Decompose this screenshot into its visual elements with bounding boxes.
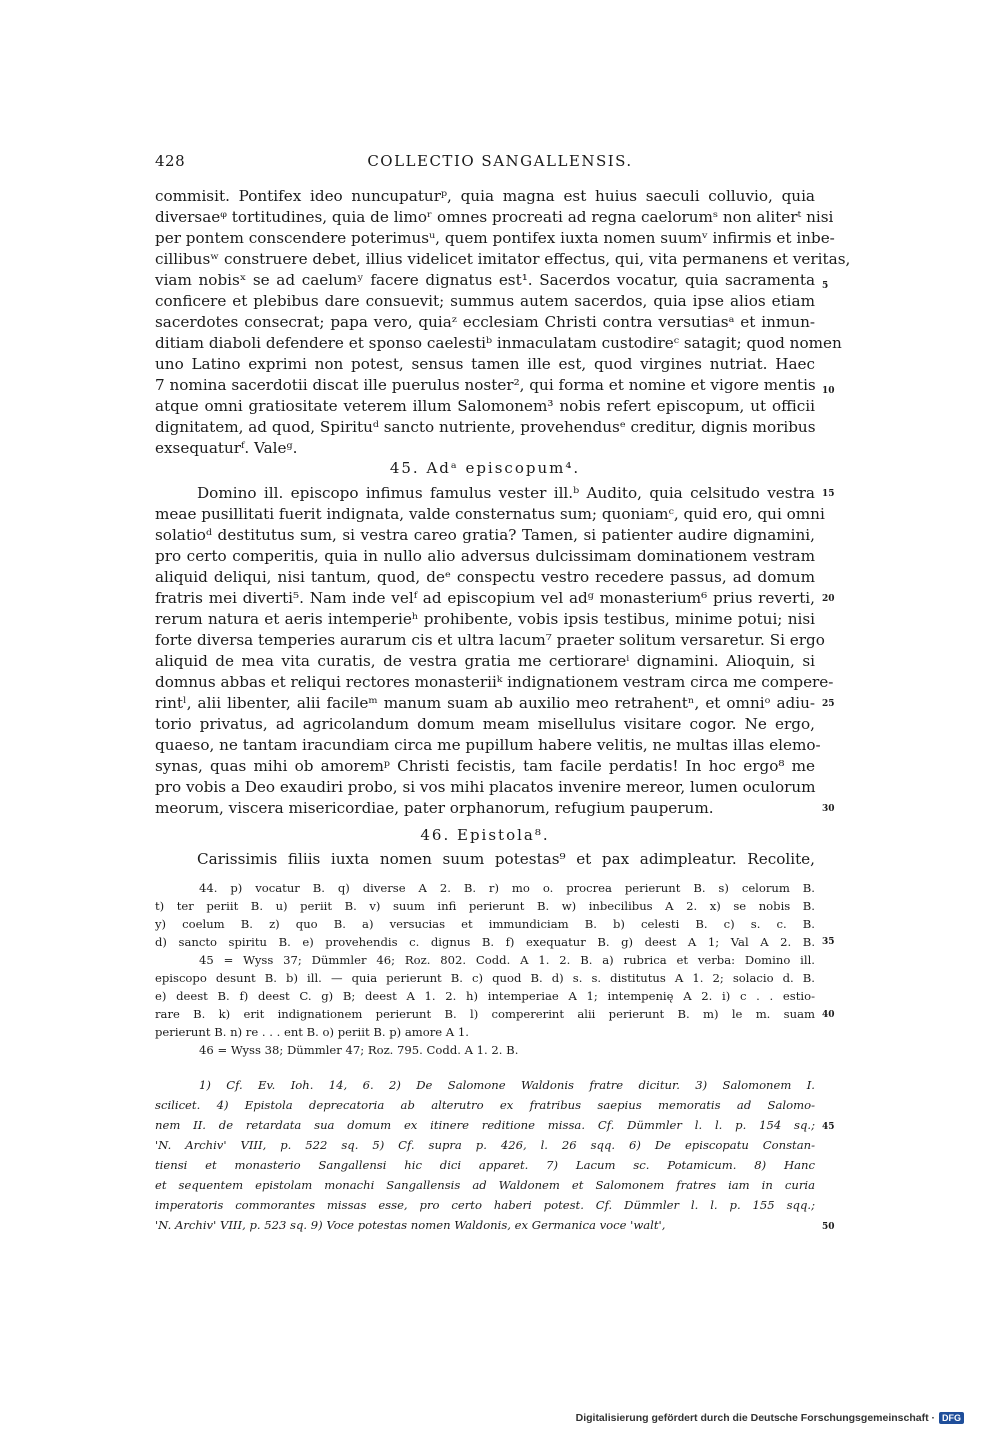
apparatus-line: episcopo desunt B. b) ill. — quia perierunt B. c) quod B. d) s. s. distitutus A 1. 2; solacio d. B. <box>155 971 815 985</box>
footnote-line: 'N. Archiv' VIII, p. 522 sq. 5) Cf. supra p. 426, l. 26 sqq. 6) De episcopatu Constan- <box>155 1138 815 1152</box>
line-number: 10 <box>822 386 835 396</box>
text-line: exsequaturᶠ. Valeᵍ. <box>155 439 298 457</box>
line-number: 45 <box>822 1122 835 1132</box>
text-line: conficere et plebibus dare consuevit; summus autem sacerdos, quia ipse alios etiam <box>155 292 815 310</box>
footnote-line: imperatoris commorantes missas esse, pro certo haberi potest. Cf. Dümmler l. l. p. 155 sqq.; <box>155 1198 815 1212</box>
line-number: 35 <box>822 937 835 947</box>
text-line: meorum, viscera misericordiae, pater orphanorum, refugium pauperum. <box>155 799 714 817</box>
apparatus-line: 45 = Wyss 37; Dümmler 46; Roz. 802. Codd. A 1. 2. B. a) rubrica et verba: Domino ill. <box>199 953 815 967</box>
text-line: synas, quas mihi ob amoremᵖ Christi fecistis, tam facile perdatis! In hoc ergo⁸ me <box>155 757 815 775</box>
footnote-line: 1) Cf. Ev. Ioh. 14, 6. 2) De Salomone Waldonis fratre dicitur. 3) Salomonem I. <box>199 1078 815 1092</box>
text-line: Carissimis filiis iuxta nomen suum potestas⁹ et pax adimpleatur. Recolite, <box>197 850 815 868</box>
text-line: pro vobis a Deo exaudiri probo, si vos mihi placatos invenire mereor, lumen oculorum <box>155 778 816 796</box>
apparatus-line: 44. p) vocatur B. q) diverse A 2. B. r) mo o. procrea perierunt B. s) celorum B. <box>199 881 815 895</box>
apparatus-line: 46 = Wyss 38; Dümmler 47; Roz. 795. Codd. A 1. 2. B. <box>199 1043 519 1057</box>
line-number: 30 <box>822 804 835 814</box>
text-line: per pontem conscendere poterimusᵘ, quem pontifex iuxta nomen suumᵛ infirmis et inbe- <box>155 229 835 247</box>
apparatus-line: y) coelum B. z) quo B. a) versucias et immundiciam B. b) celesti B. c) s. c. B. <box>155 917 815 931</box>
text-line: dignitatem, ad quod, Spirituᵈ sancto nutriente, provehendusᵉ creditur, dignis moribus <box>155 418 816 436</box>
text-line: 7 nomina sacerdotii discat ille puerulus noster², qui forma et nomine et vigore mentis <box>155 376 816 394</box>
text-line: quaeso, ne tantam iracundiam circa me pupillum habere velitis, ne multas illas elemo- <box>155 736 821 754</box>
text-line: commisit. Pontifex ideo nuncupaturᵖ, quia magna est huius saeculi colluvio, quia <box>155 187 815 205</box>
line-number: 20 <box>822 594 835 604</box>
text-line: forte diversa temperies aurarum cis et ultra lacum⁷ praeter solitum versaretur. Si ergo <box>155 631 825 649</box>
text-line: torio privatus, ad agricolandum domum meam misellulus visitare cogor. Ne ergo, <box>155 715 815 733</box>
apparatus-line: perierunt B. n) re . . . ent B. o) periit B. p) amore A 1. <box>155 1025 469 1039</box>
line-number: 40 <box>822 1010 835 1020</box>
apparatus-line: d) sancto spiritu B. e) provehendis c. dignus B. f) exequatur B. g) deest A 1; Val A 2. B. <box>155 935 815 949</box>
footnote-line: scilicet. 4) Epistola deprecatoria ab alterutro ex fratribus saepius memoratis ad Salomo- <box>155 1098 815 1112</box>
running-title: COLLECTIO SANGALLENSIS. <box>367 152 633 170</box>
text-line: aliquid de mea vita curatis, de vestra gratia me certiorareⁱ dignamini. Alioquin, si <box>155 652 815 670</box>
line-number: 15 <box>822 489 835 499</box>
text-line: atque omni gratiositate veterem illum Salomonem³ nobis refert episcopum, ut officii <box>155 397 815 415</box>
text-line: sacerdotes consecrat; papa vero, quiaᶻ ecclesiam Christi contra versutiasᵃ et inmun- <box>155 313 815 331</box>
line-number: 25 <box>822 699 835 709</box>
page-number: 428 <box>155 152 186 170</box>
text-line: rerum natura et aeris intemperieʰ prohibente, vobis ipsis testibus, minime potui; nisi <box>155 610 815 628</box>
text-line: cillibusʷ construere debet, illius videlicet imitator effectus, qui, vita permanens et veritas, <box>155 250 851 268</box>
footnote-line: tiensi et monasterio Sangallensi hic dici apparet. 7) Lacum sc. Potamicum. 8) Hanc <box>155 1158 815 1172</box>
text-line: domnus abbas et reliqui rectores monasteriiᵏ indignationem vestram circa me compere- <box>155 673 834 691</box>
text-line: ditiam diaboli defendere et sponso caelestiᵇ inmaculatam custodireᶜ satagit; quod nomen <box>155 334 842 352</box>
text-line: fratris mei diverti⁵. Nam inde velᶠ ad episcopium vel adᵍ monasterium⁶ prius reverti, <box>155 589 815 607</box>
text-line: Domino ill. episcopo infimus famulus vester ill.ᵇ Audito, quia celsitudo vestra <box>197 484 815 502</box>
footnote-line: 'N. Archiv' VIII, p. 523 sq. 9) Voce potestas nomen Waldonis, ex Germanica voce 'walt', <box>155 1218 666 1232</box>
text-line: aliquid deliqui, nisi tantum, quod, deᵉ conspectu vestro recedere passus, ad domum <box>155 568 815 586</box>
text-line: pro certo comperitis, quia in nullo alio adversus dulcissimam dominationem vestram <box>155 547 815 565</box>
text-line: viam nobisˣ se ad caelumʸ facere dignatus est¹. Sacerdos vocatur, quia sacramenta <box>155 271 815 289</box>
line-number: 50 <box>822 1222 835 1232</box>
footnote-line: nem II. de retardata sua domum ex itinere reditione missa. Cf. Dümmler l. l. p. 154 sq.; <box>155 1118 815 1132</box>
section-heading-46: 46. Epistola⁸. <box>420 826 550 844</box>
text-line: diversaeᵠ tortitudines, quia de limoʳ omnes procreati ad regna caelorumˢ non aliterᵗ nisi <box>155 208 834 226</box>
line-number: 5 <box>822 281 829 291</box>
text-line: rintˡ, alii libenter, alii facileᵐ manum suam ab auxilio meo retrahentⁿ, et omniᵒ adiu- <box>155 694 815 712</box>
text-line: solatioᵈ destitutus sum, si vestra careo gratia? Tamen, si patienter audire dignamini, <box>155 526 815 544</box>
dfg-logo[interactable]: DFG <box>939 1412 964 1424</box>
apparatus-line: rare B. k) erit indignationem perierunt B. l) compererint alii perierunt B. m) le m. suam <box>155 1007 815 1021</box>
apparatus-line: e) deest B. f) deest C. g) B; deest A 1. 2. h) intemperiae A 1; intempenię A 2. i) c . . estio- <box>155 989 815 1003</box>
text-line: meae pusillitati fuerit indignata, valde consternatus sum; quoniamᶜ, quid ero, qui omni <box>155 505 825 523</box>
footnote-line: et sequentem epistolam monachi Sangallensis ad Waldonem et Salomonem fratres iam in curia <box>155 1178 815 1192</box>
apparatus-line: t) ter periit B. u) periit B. v) suum infi perierunt B. w) inbecilibus A 2. x) se nobis B. <box>155 899 815 913</box>
text-line: uno Latino exprimi non potest, sensus tamen ille est, quod virgines nutriat. Haec <box>155 355 815 373</box>
section-heading-45: 45. Adᵃ episcopum⁴. <box>389 459 581 477</box>
footer-text: Digitalisierung gefördert durch die Deutsche Forschungsgemeinschaft · <box>575 1412 935 1424</box>
digitization-footer <box>576 1412 964 1424</box>
